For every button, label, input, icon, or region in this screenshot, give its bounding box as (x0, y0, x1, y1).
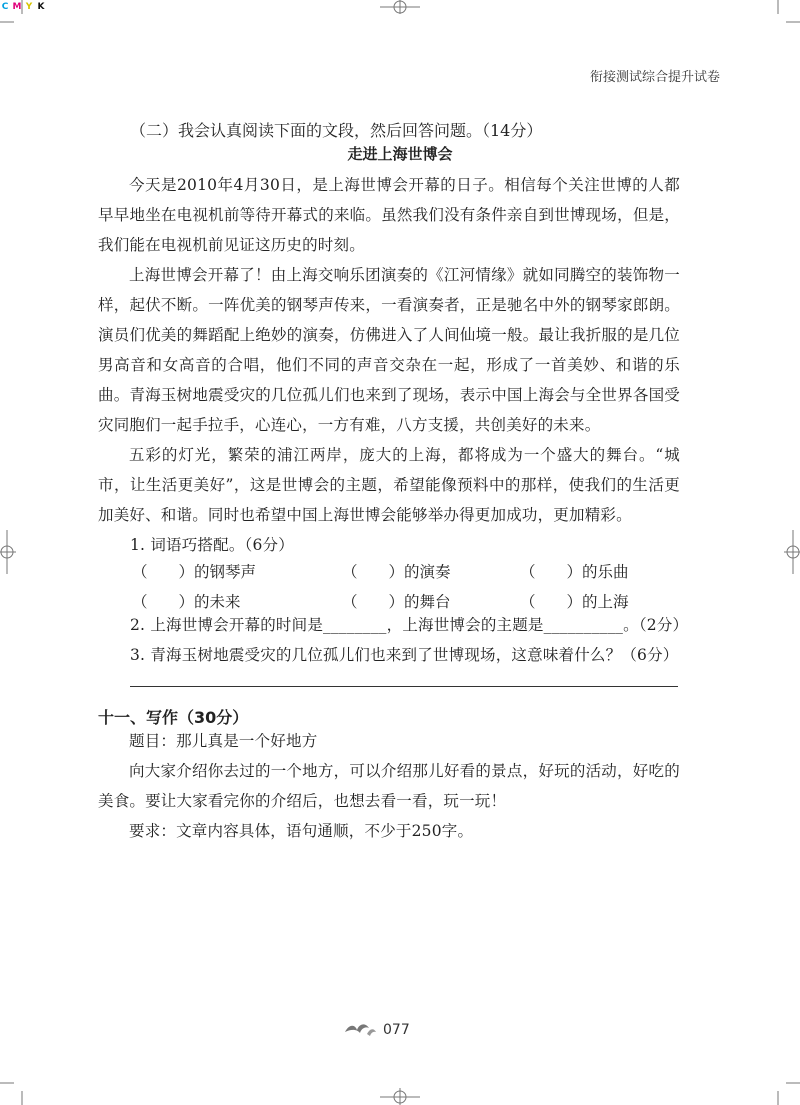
cmyk-y: Y (25, 2, 33, 12)
word-match-blank[interactable]: （ ）的钢琴声 (132, 563, 257, 581)
cmyk-m: M (12, 2, 22, 12)
writing-topic: 题目：那儿真是一个好地方 (129, 732, 318, 750)
question-3-answer-line[interactable] (130, 686, 678, 687)
article-paragraph-2: 上海世博会开幕了！由上海交响乐团演奏的《江河情缘》就如同腾空的装饰物一样，起伏不断。一阵优美的钢琴声传来，一看演奏者，正是驰名中外的钢琴家郎朗。演员们优美的舞蹈配上绝妙的演奏，仿佛进入了人间仙境一般。最让我折服的是几位男高音和女高音的合唱，他们不同的声音交杂在一起，形成了一首美妙、和谐的乐曲。青海玉树地震受灾的几位孤儿们也来到了现场，表示中国上海会与全世界各国受灾同胞们一起手拉手，心连心，一方有难，八方支援，共创美好的未来。 (98, 266, 680, 434)
page-ornament-icon (343, 1020, 377, 1040)
page-number: 077 (383, 1022, 410, 1038)
cmyk-c: C (1, 2, 9, 12)
cmyk-k: K (37, 2, 45, 12)
word-match-blank[interactable]: （ ）的演奏 (342, 563, 451, 581)
section-title: （二）我会认真阅读下面的文段，然后回答问题。（14分） (130, 121, 543, 140)
word-match-blank[interactable]: （ ）的舞台 (342, 593, 451, 611)
writing-heading: 十一、写作（30分） (98, 708, 249, 727)
word-match-blank[interactable]: （ ）的上海 (520, 593, 629, 611)
word-match-blank[interactable]: （ ）的未来 (132, 593, 241, 611)
word-match-blank[interactable]: （ ）的乐曲 (520, 563, 629, 581)
article-paragraph-1: 今天是2010年4月30日，是上海世博会开幕的日子。相信每个关注世博的人都早早地坐在电视机前等待开幕式的来临。虽然我们没有条件亲自到世博现场，但是，我们能在电视机前见证这历史的时刻。 (98, 176, 680, 254)
question-1-title: 1. 词语巧搭配。（6分） (130, 536, 294, 554)
writing-instruction: 向大家介绍你去过的一个地方，可以介绍那儿好看的景点，好玩的活动，好吃的美食。要让大家看完你的介绍后，也想去看一看，玩一玩！ (98, 762, 680, 810)
question-3: 3. 青海玉树地震受灾的几位孤儿们也来到了世博现场，这意味着什么？（6分） (130, 646, 679, 664)
page-header-title: 衔接测试综合提升试卷 (589, 70, 720, 85)
page-footer (343, 1020, 410, 1040)
article-paragraph-3: 五彩的灯光，繁荣的浦江两岸，庞大的上海，都将成为一个盛大的舞台。“城市，让生活更美好”，这是世博会的主题，希望能像预料中的那样，使我们的生活更加美好、和谐。同时也希望中国上海世博会能够举办得更加成功，更加精彩。 (98, 446, 680, 524)
article-title: 走进上海世博会 (347, 145, 453, 163)
writing-requirement: 要求：文章内容具体，语句通顺，不少于250字。 (129, 822, 474, 840)
question-2: 2. 上海世博会开幕的时间是________，上海世博会的主题是__________。（2分） (130, 616, 689, 634)
